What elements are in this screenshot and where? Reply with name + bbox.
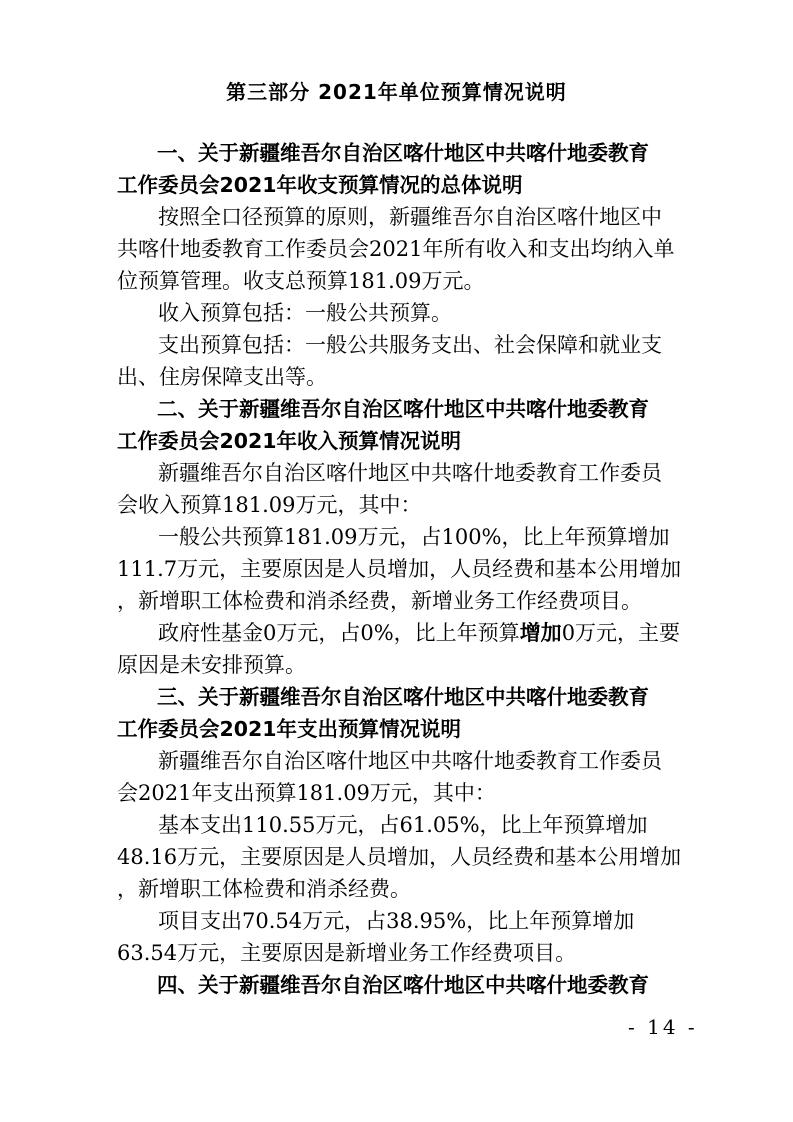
page-number: - 14 - [628,1015,698,1039]
paragraph-line [158,619,680,647]
paragraph-line: 新疆维吾尔自治区喀什地区中共喀什地委教育工作委员 [158,461,662,485]
emphasized-text: 增加 [519,621,562,645]
paragraph-line: 共喀什地委教育工作委员会2021年所有收入和支出均纳入单 [117,237,675,261]
paragraph-line: 项目支出70.54万元，占38.95%，比上年预算增加 [158,909,635,933]
section-3-heading: 三、关于新疆维吾尔自治区喀什地区中共喀什地委教育 [157,685,649,709]
paragraph-line: 48.16万元，主要原因是人员增加，人员经费和基本公用增加 [117,845,682,869]
paragraph-line: ，新增职工体检费和消杀经费，新增业务工作经费项目。 [117,589,642,613]
section-4-heading: 四、关于新疆维吾尔自治区喀什地区中共喀什地委教育 [157,973,649,997]
paragraph-line: ，新增职工体检费和消杀经费。 [117,877,411,901]
paragraph-line: 收入预算包括：一般公共预算。 [158,301,452,325]
section-2-heading-cont: 工作委员会2021年收入预算情况说明 [117,429,462,453]
paragraph-line: 原因是未安排预算。 [117,653,306,677]
paragraph-line: 会收入预算181.09万元，其中： [117,493,422,517]
section-1-heading: 一、关于新疆维吾尔自治区喀什地区中共喀什地委教育 [157,141,649,165]
paragraph-line: 一般公共预算181.09万元，占100%，比上年预算增加 [158,525,670,549]
page-title: 第三部分 2021年单位预算情况说明 [226,80,567,104]
text-run: 0万元，主要 [561,621,681,645]
paragraph-line: 支出预算包括：一般公共服务支出、社会保障和就业支 [158,333,662,357]
paragraph-line: 按照全口径预算的原则，新疆维吾尔自治区喀什地区中 [158,205,662,229]
paragraph-line: 出、住房保障支出等。 [117,365,327,389]
paragraph-line: 新疆维吾尔自治区喀什地区中共喀什地委教育工作委员 [158,749,662,773]
section-3-heading-cont: 工作委员会2021年支出预算情况说明 [117,717,462,741]
section-1-heading-cont: 工作委员会2021年收支预算情况的总体说明 [117,173,523,197]
paragraph-line: 111.7万元，主要原因是人员增加，人员经费和基本公用增加 [117,557,682,581]
section-2-heading: 二、关于新疆维吾尔自治区喀什地区中共喀什地委教育 [157,397,649,421]
paragraph-line: 会2021年支出预算181.09万元，其中： [117,781,496,805]
paragraph-line: 位预算管理。收支总预算181.09万元。 [117,269,485,293]
paragraph-line: 基本支出110.55万元，占61.05%，比上年预算增加 [158,813,648,837]
paragraph-line: 63.54万元，主要原因是新增业务工作经费项目。 [117,941,577,965]
text-run: 政府性基金0万元，占0%，比上年预算 [158,621,520,645]
